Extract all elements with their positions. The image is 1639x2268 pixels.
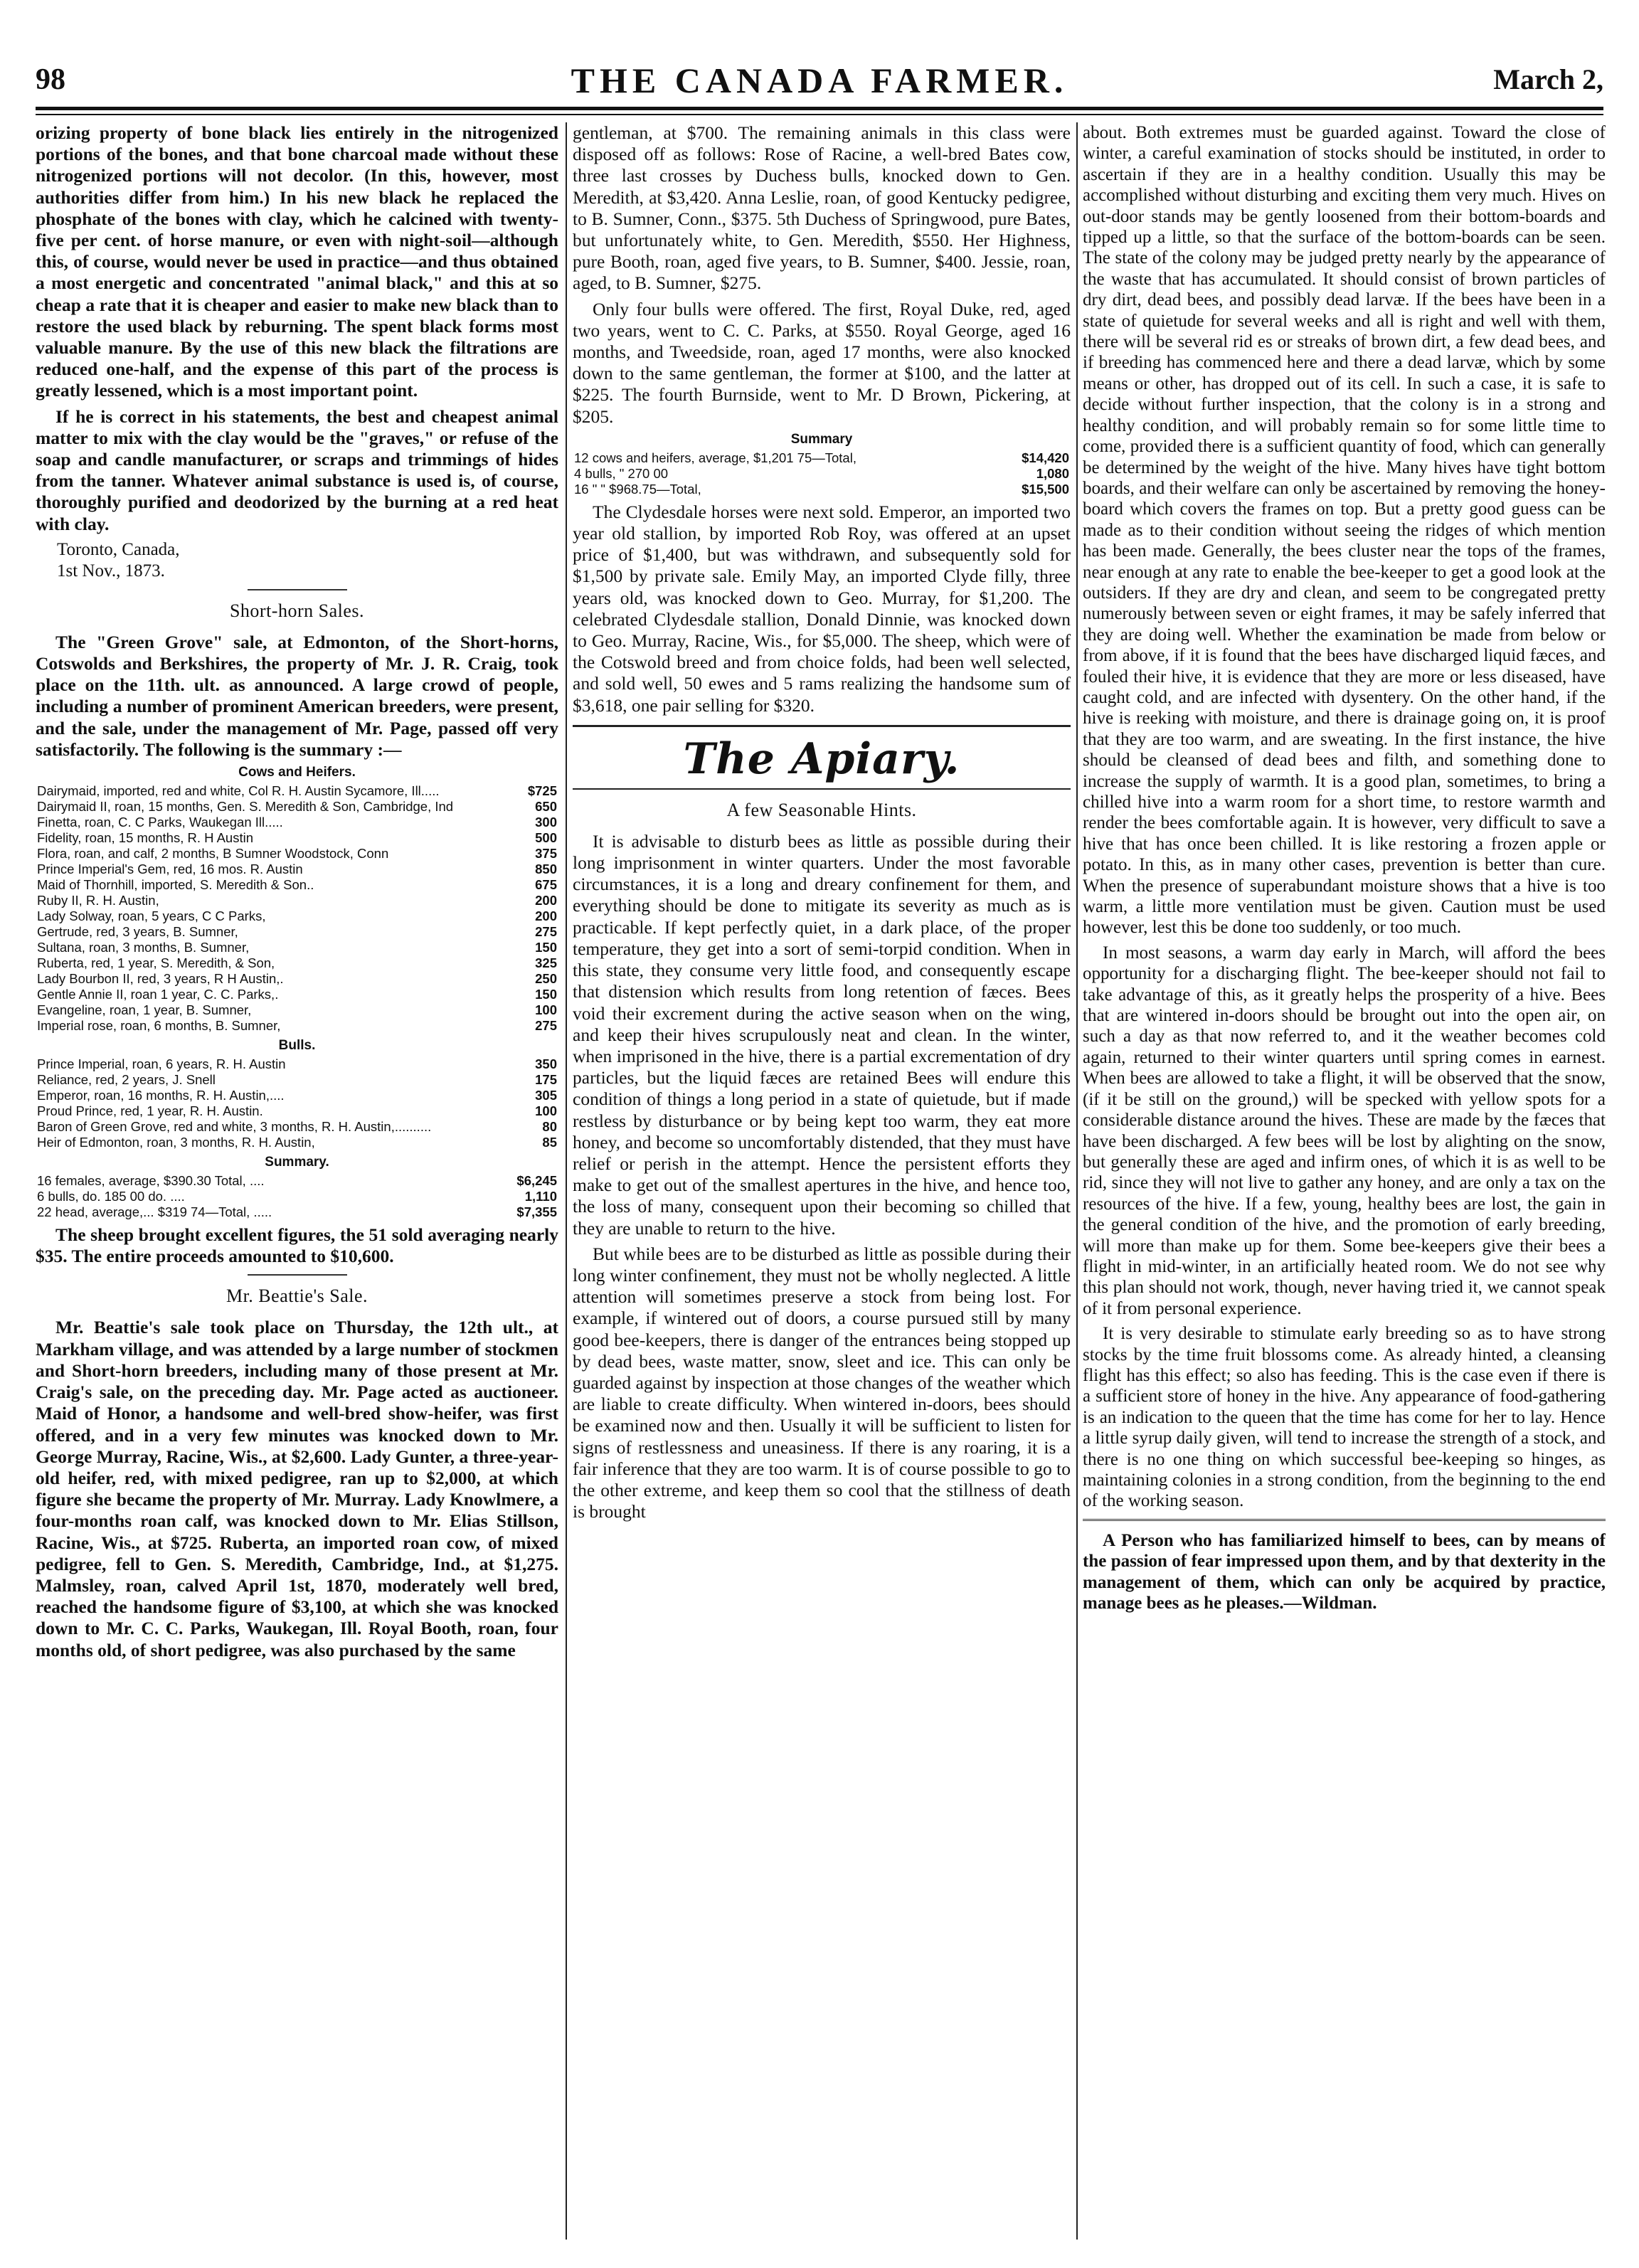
sale-item: Heir of Edmonton, roan, 3 months, R. H. Austin,	[37, 1135, 315, 1150]
table-row	[36, 893, 558, 908]
sale-amount: 175	[535, 1072, 557, 1088]
sale-amount: $14,420	[1022, 450, 1069, 465]
sale-item: 22 head, average,... $319 74—Total, .....	[37, 1204, 272, 1220]
sale-amount: 275	[535, 924, 557, 940]
sale-amount: 100	[535, 1002, 557, 1018]
sales-table-cows	[36, 783, 558, 1034]
table-heading: Bulls.	[278, 1038, 316, 1054]
article-paragraph: But while bees are to be disturbed as little as possible during their long winter confinement, they must not be wholly neglected. A little attention will sometimes preserve a stock from being lost. For example, if wintered out of doors, a course pursued still by many good bee-keepers, there is danger of the entrances being stopped up by dead bees, waste matter, snow, sleet and ice. This can only be guarded against by inspection at those changes of the weather which are liable to create difficulty. When wintered in-doors, bees should be examined now and then. Usually it will be sufficient to listen for signs of restlessness and uneasiness. If there is any roaring, it is a fair inference that they are too warm. It is of course possible to go to the other extreme, and keep them so cool that the stillness of death is brought	[573, 1243, 1071, 1522]
page-number: 98	[36, 63, 65, 96]
sale-amount: 300	[535, 815, 557, 830]
sale-item: Proud Prince, red, 1 year, R. H. Austin.	[37, 1103, 263, 1119]
table-row	[573, 450, 1071, 466]
sale-amount: 200	[535, 908, 557, 924]
article-paragraph: Only four bulls were offered. The first, Royal Duke, red, aged two years, went to C. C. Parks, at $550. Royal George, aged 16 months, and Tweedside, roan, aged 17 months, were also knocked down to the same gentleman, the former at $100, and the latter at $225. The fourth Burnside, went to Mr. D Brown, Pickering, at $205.	[573, 298, 1071, 427]
sale-amount: 1,080	[1036, 465, 1069, 481]
signature-date: 1st Nov., 1873.	[57, 561, 165, 581]
sale-amount: 350	[535, 1056, 557, 1072]
table-row	[573, 466, 1071, 482]
column-1	[36, 122, 558, 2240]
sale-item: Ruby II, R. H. Austin,	[37, 893, 159, 908]
sale-item: Ruberta, red, 1 year, S. Meredith, & Son,	[37, 955, 275, 971]
sale-item: 16 females, average, $390.30 Total, ....	[37, 1173, 265, 1189]
column-3	[1083, 122, 1606, 2240]
sale-amount: $7,355	[516, 1204, 557, 1220]
table-row	[36, 1002, 558, 1018]
sale-amount: 150	[535, 987, 557, 1002]
sale-item: Prince Imperial's Gem, red, 16 mos. R. Austin	[37, 862, 303, 877]
sale-amount: 305	[535, 1088, 557, 1103]
table-row	[36, 815, 558, 830]
table-row	[36, 924, 558, 940]
sale-amount: 325	[535, 955, 557, 971]
article-paragraph: Mr. Beattie's sale took place on Thursday, the 12th ult., at Markham village, and was attended by a large number of stockmen and Short-horn breeders, including many of those present at Mr. Craig's sale, on the preceding day. Mr. Page acted as auctioneer. Maid of Honor, a handsome and well-bred show-heifer, was first offered, and in a very few minutes was knocked down to Mr. George Murray, Racine, Wis., at $2,600. Lady Gunter, a three-year-old heifer, red, with mixed pedigree, ran up to $2,000, at which figure she became the property of Mr. Murray. Lady Knowlmere, a four-months roan calf, was knocked down to Mr. Elias Stillson, Racine, Wis., at $725. Ruberta, an imported roan cow, of mixed pedigree, fell to Gen. S. Meredith, Cambridge, Ind., at $1,275. Malmsley, roan, calved April 1st, 1870, moderately well bred, reached the handsome figure of $3,100, at which she was knocked down to Mr. C. C. Parks, Waukegan, Ill. Royal Booth, roan, four months old, of short pedigree, was also purchased by the same	[36, 1317, 558, 1660]
sale-amount: 200	[535, 893, 557, 908]
masthead-rule	[36, 107, 1603, 110]
table-row	[36, 1173, 558, 1189]
table-heading: Summary.	[265, 1155, 329, 1170]
sale-item: Gertrude, red, 3 years, B. Sumner,	[37, 924, 238, 940]
article-heading: A few Seasonable Hints.	[726, 799, 917, 820]
table-row	[36, 1103, 558, 1119]
table-row	[36, 877, 558, 893]
masthead	[36, 60, 1603, 105]
table-row	[573, 482, 1071, 497]
sale-item: Evangeline, roan, 1 year, B. Sumner,	[37, 1002, 252, 1018]
divider	[248, 1274, 347, 1276]
sale-item: Finetta, roan, C. C Parks, Waukegan Ill.....	[37, 815, 283, 830]
table-row	[36, 830, 558, 846]
table-row	[36, 1072, 558, 1088]
sales-table-bulls	[36, 1056, 558, 1150]
table-row	[36, 1119, 558, 1135]
table-row	[36, 971, 558, 987]
sale-amount: 850	[535, 862, 557, 877]
sale-amount: 375	[535, 846, 557, 862]
table-row	[36, 1088, 558, 1103]
masthead-rule-thin	[36, 114, 1603, 115]
sale-item: Fidelity, roan, 15 months, R. H Austin	[37, 830, 254, 846]
section-title: The Apiary.	[683, 733, 960, 784]
table-heading: Summary	[790, 431, 853, 447]
newspaper-title: THE CANADA FARMER.	[571, 60, 1068, 100]
article-paragraph: In most seasons, a warm day early in March, will afford the bees opportunity for a discharging flight. The bee-keeper should not fail to take advantage of this, as it greatly helps the prosperity of a hive. Bees that are wintered in-doors should be brought out into the open air, on such a day as that now referred to, and it the weather becomes cold again, returned to their winter quarters until spring comes in earnest. When bees are allowed to take a flight, it will be observed that the snow, (if it be still on the ground,) will be specked with yellow spots for a considerable distance around the hives. These are made by the fæces that have been discharged. A few bees will be lost by alighting on the snow, but generally these are aged and infirm ones, of which it is as well to be rid, since they will not live to gather any honey, and are only a tax on the resources of the hive. If a few, young, healthy bees are lost, the gain in the general condition of the hive, and the promotion of early breeding, will more than make up for them. Some bee-keepers give their bees a flight in mid-winter, in an artificially heated room. We do not see why this plan should not work, though, never having tried it, we cannot speak of it from personal experience.	[1083, 943, 1606, 1318]
sale-item: 12 cows and heifers, average, $1,201 75—Total,	[574, 450, 856, 465]
table-row	[36, 1204, 558, 1220]
column-divider	[566, 122, 567, 2240]
sale-item: Imperial rose, roan, 6 months, B. Sumner,	[37, 1018, 281, 1034]
section-heading: Mr. Beattie's Sale.	[226, 1286, 368, 1307]
signature-place: Toronto, Canada,	[57, 539, 180, 559]
article-paragraph: gentleman, at $700. The remaining animals in this class were disposed off as follows: Rose of Racine, a well-bred Bates cow, three last crosses by Duchess bulls, knocked down to Gen. Meredith, at $3,420. Anna Leslie, roan, of good Kentucky pedigree, to B. Sumner, Conn., $375. 5th Duchess of Springwood, pure Bates, but unfortunately white, to Gen. Meredith, $550. Her Highness, pure Booth, roan, aged five years, to B. Sumner, $400. Jessie, roan, aged, to B. Sumner, $275.	[573, 122, 1071, 294]
column-divider	[1076, 122, 1078, 2240]
article-paragraph: orizing property of bone black lies entirely in the nitrogenized portions of the bones, and that bone charcoal made without these nitrogenized portions will not decolor. (In this, however, most authorities differ from him.) In his new black he replaced the phosphate of the bones with clay, which he calcined with twenty-five per cent. of horse manure, or even with night-soil—although this, of course, would never be used in practice—and thus obtained a most energetic and concentrated "animal black," and this at so cheap a rate that it is cheaper and easier to make new black than to restore the used black by reburning. The spent black forms most valuable manure. By the use of this new black the filtrations are reduced one-half, and the expense of this part of the process is greatly lessened, which is a most important point.	[36, 122, 558, 401]
sale-item: Prince Imperial, roan, 6 years, R. H. Austin	[37, 1056, 286, 1072]
sale-amount: 650	[535, 799, 557, 815]
sale-amount: 100	[535, 1103, 557, 1119]
table-row	[36, 799, 558, 815]
sale-item: Gentle Annie II, roan 1 year, C. C. Parks,.	[37, 987, 279, 1002]
sale-amount: 85	[542, 1135, 557, 1150]
sale-amount: 1,110	[524, 1189, 557, 1204]
article-paragraph: The Clydesdale horses were next sold. Emperor, an imported two year old stallion, by imported Rob Roy, was offered at an upset price of $1,400, but was withdrawn, and subsequently sold for $1,500 by private sale. Emily May, an imported Clyde filly, three years old, was knocked down to Geo. Murray, for $1,200. The celebrated Clydesdale stallion, Donald Dinnie, was knocked down to Geo. Murray, Racine, Wis., for $5,000. The sheep, which were of the Cotswold breed and from choice folds, had been well selected, and sold well, 50 ewes and 5 rams realizing the handsome sum of $3,618, one pair selling for $320.	[573, 501, 1071, 716]
sale-amount: $6,245	[516, 1173, 557, 1189]
apiary-section-banner	[573, 725, 1071, 790]
quote-paragraph: A Person who has familiarized himself to bees, can by means of the passion of fear impressed upon them, and by that dexterity in the management of them, which can only be acquired by practice, manage bees as he pleases.—Wildman.	[1083, 1530, 1606, 1613]
table-row	[36, 1135, 558, 1150]
sale-item: Emperor, roan, 16 months, R. H. Austin,....	[37, 1088, 285, 1103]
sale-amount: 250	[535, 971, 557, 987]
table-row	[36, 846, 558, 862]
sale-item: Reliance, red, 2 years, J. Snell	[37, 1072, 216, 1088]
sales-summary-table	[36, 1173, 558, 1220]
sale-item: 4 bulls, " 270 00	[574, 465, 669, 481]
article-paragraph: The "Green Grove" sale, at Edmonton, of the Short-horns, Cotswolds and Berkshires, the property of Mr. J. R. Craig, took place on the 11th. ult. as announced. A large crowd of people, including a number of prominent American breeders, were present, and the sale, under the management of Mr. Page, passed off very satisfactorily. The following is the summary :—	[36, 631, 558, 760]
table-row	[36, 862, 558, 877]
article-paragraph: It is very desirable to stimulate early breeding so as to have strong stocks by the time fruit blossoms come. As already hinted, a cleansing flight has this effect; so also has feeding. This is the case even if there is a sufficient store of honey in the hive. Any appearance of food-gathering is an indication to the queen that the time has come for her to lay. Hence a little syrup daily given, will tend to increase the strength of a stock, and there is no one thing on which successful bee-keeping so hinges, as maintaining colonies in a strong condition, from the beginning to the end of the working season.	[1083, 1324, 1606, 1511]
sale-item: Sultana, roan, 3 months, B. Sumner,	[37, 940, 250, 955]
signature	[57, 539, 558, 582]
table-row	[36, 1189, 558, 1204]
sale-item: Dairymaid, imported, red and white, Col R. H. Austin Sycamore, Ill.....	[37, 783, 440, 799]
issue-date: March 2,	[1493, 63, 1603, 95]
sale-amount: 500	[535, 830, 557, 846]
sale-amount: 150	[535, 940, 557, 955]
table-row	[36, 940, 558, 955]
article-paragraph: about. Both extremes must be guarded against. Toward the close of winter, a careful examination of stocks should be instituted, in order to ascertain if they are in a healthy condition. Usually this may be accomplished without disturbing and exciting them very much. Hives on out-door stands may be gently loosened from their bottom-boards and tipped up a little, so that the surface of the bottom-boards can be seen. The state of the colony may be judged pretty nearly by the appearance of the waste that has accumulated. It should consist of brown particles of dry dirt, dead bees, and possibly dead larvæ. If the bees have been in a state of quietude for several weeks and all is right and well with them, there will be several rid es or streaks of brown dirt, a few dead bees, and if breeding has commenced here and there a dead larvæ, which by some means or other, has dropped out of its cell. In such a case, it is safe to decide without further inspection, that the colony is in a strong and healthy condition, and will probably remain so for some little time to come, provided there is a sufficient quantity of food, which can generally be determined by the weight of the hive. Many hives have tight bottom boards, and their welfare can only be ascertained by removing the honey-board which covers the frames on top. But a pretty good guess can be made as to their condition without seeing the ridges of which mention has been made. Generally, the bees cluster near the tops of the frames, near enough at any rate to enable the bee-keeper to get a good look at the outsiders. If they are dry and clean, and seem to be congregated pretty numerously between seven or eight frames, it may be safely inferred that they are doing well. Whether the examination be made from below or from above, if it is found that the bees have discharged liquid fæces, and fouled their hive, it is evidence that they are more or less diseased, have caught cold, and are infected with dysentery. On the other hand, if the hive is reeking with moisture, and there is drainage going on, it is proof that they are too warm, and are sweating. In the first instance, the hive should be cleansed of dead bees and filth, and something done to increase the supply of warmth. It is a good plan, sometimes, to bring a chilled hive into a warm room for a short time, to restore warmth and render the bees comfortable again. It is however, very difficult to save a hive that has once been chilled. It is like restoring a frozen apple or potato. In this, as in many other cases, prevention is better than cure. When the presence of superabundant moisture shows that a hive is too warm, a little more ventilation must be given. Caution must be used however, lest this be done too suddenly, or too much.	[1083, 123, 1606, 938]
section-heading: Short-horn Sales.	[229, 600, 365, 621]
sale-item: Dairymaid II, roan, 15 months, Gen. S. Meredith & Son, Cambridge, Ind	[37, 799, 454, 815]
sale-amount: 675	[535, 877, 557, 893]
table-row	[36, 1018, 558, 1034]
article-paragraph: It is advisable to disturb bees as little as possible during their long imprisonment in winter quarters. Under the most favorable circumstances, it is a long and dreary confinement for them, and everything should be done to mitigate its severity as much as is practicable. If kept perfectly quiet, in a dark place, of the proper temperature, they get into a sort of semi-torpid condition. When in this state, they consume very little food, and consequently escape that distension which results from long retention of fæces. Bees void their excrement during the active season when on the wing, and keep their hives scrupulously neat and clean. In the winter, when imprisoned in the hive, there is a partial excrementation of dry particles, but the liquid fæces are retained Bees will endure this condition of things a long period in a state of quietude, but if made restless by disturbance or by being kept too warm, they eat more honey, and become so uncomfortably distended, that they must have relief or perish in the attempt. Hence the persistent efforts they make to get out of the smallest apertures in the hive, and hence too, the loss of many, consequent upon their becoming so chilled that they are unable to return to the hive.	[573, 830, 1071, 1239]
sale-amount: 80	[542, 1119, 557, 1135]
sale-item: Lady Solway, roan, 5 years, C C Parks,	[37, 908, 266, 924]
sale-item: 6 bulls, do. 185 00 do. ....	[37, 1189, 185, 1204]
sale-item: Maid of Thornhill, imported, S. Meredith & Son..	[37, 877, 314, 893]
sale-item: 16 " " $968.75—Total,	[574, 481, 701, 497]
article-paragraph: If he is correct in his statements, the best and cheapest animal matter to mix with the clay would be the "graves," or refuse of the soap and candle manufacturer, or scraps and trimmings of hides from the tanner. Whatever animal substance is used is, of course, thoroughly purified and deodorized by the burning at a red heat with clay.	[36, 406, 558, 534]
sale-amount: $725	[527, 783, 557, 799]
table-row	[36, 955, 558, 971]
sale-item: Lady Bourbon II, red, 3 years, R H Austin,.	[37, 971, 284, 987]
table-row	[36, 1056, 558, 1072]
sale-item: Flora, roan, and calf, 2 months, B Sumner Woodstock, Conn	[37, 846, 389, 862]
table-heading: Cows and Heifers.	[238, 765, 356, 780]
table-row	[36, 987, 558, 1002]
sale-item: Baron of Green Grove, red and white, 3 months, R. H. Austin,..........	[37, 1119, 432, 1135]
sales-summary-table	[573, 450, 1071, 497]
sale-amount: $15,500	[1022, 481, 1069, 497]
table-row	[36, 908, 558, 924]
table-row	[36, 783, 558, 799]
divider	[248, 589, 347, 590]
article-paragraph: The sheep brought excellent figures, the 51 sold averaging nearly $35. The entire proceeds amounted to $10,600.	[36, 1224, 558, 1267]
divider	[1083, 1519, 1606, 1523]
sale-amount: 275	[535, 1018, 557, 1034]
column-2	[573, 122, 1071, 2240]
